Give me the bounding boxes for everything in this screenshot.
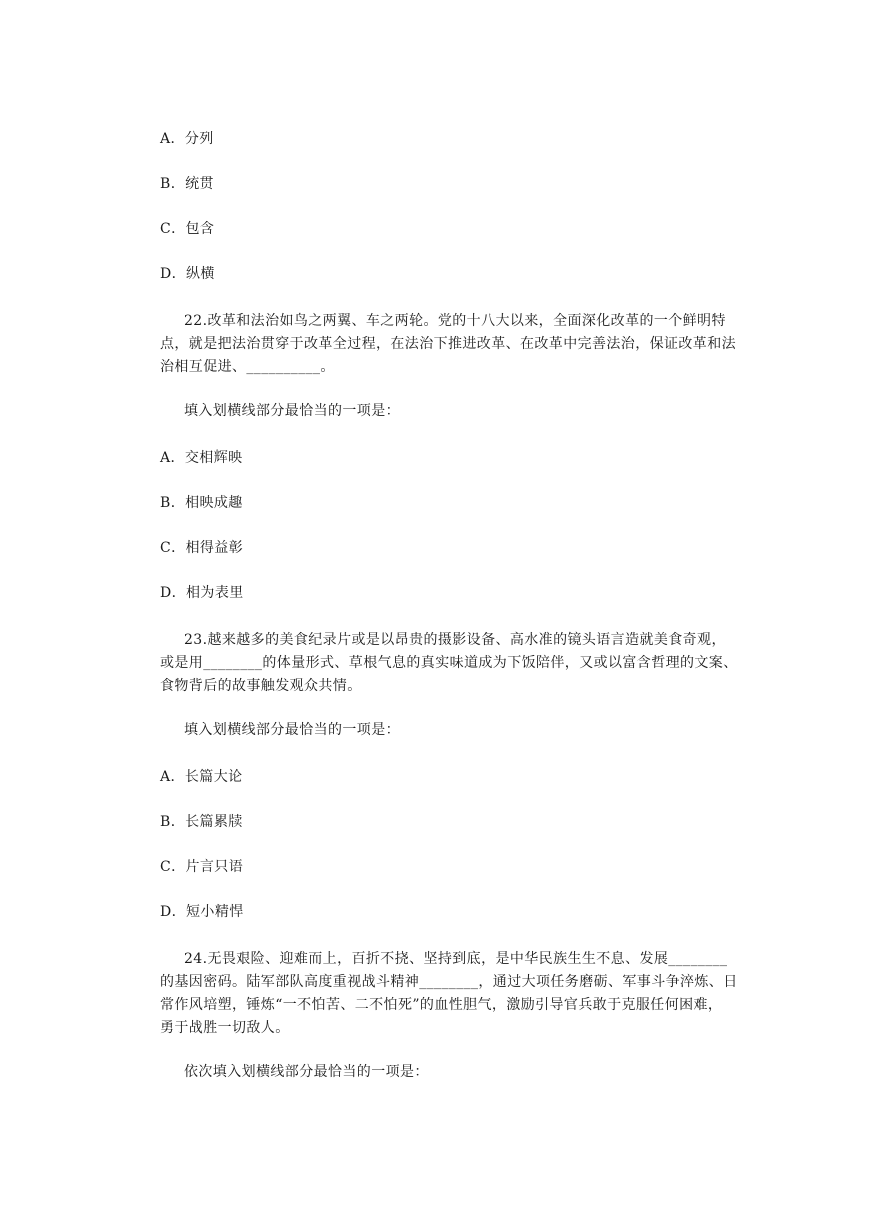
q24-text-line-3: 常作风培塑，锤炼“一不怕苦、二不怕死”的血性胆气，激励引导官兵敢于克服任何困难， bbox=[160, 997, 723, 1013]
q24-prompt: 依次填入划横线部分最恰当的一项是： bbox=[184, 1064, 429, 1080]
q23-text-line-2: 或是用________的体量形式、草根气息的真实味道成为下饭陪伴，又或以富含哲理的文案、 bbox=[160, 655, 738, 671]
q22-text-line-1: 22.改革和法治如鸟之两翼、车之两轮。党的十八大以来，全面深化改革的一个鲜明特 bbox=[184, 313, 726, 329]
q22-option-c: C．相得益彰 bbox=[160, 540, 244, 556]
q23-option-a: A．长篇大论 bbox=[160, 769, 243, 785]
q22-option-b: B．相映成趣 bbox=[160, 495, 243, 511]
q22-option-a: A．交相辉映 bbox=[160, 450, 243, 466]
q23-option-b: B．长篇累牍 bbox=[160, 814, 243, 830]
q24-text-line-1: 24.无畏艰险、迎难而上，百折不挠、坚持到底，是中华民族生生不息、发展________ bbox=[184, 951, 728, 967]
q23-option-c: C．片言只语 bbox=[160, 859, 244, 875]
q23-text-line-3: 食物背后的故事触发观众共情。 bbox=[160, 678, 362, 694]
q21-option-d: D．纵横 bbox=[160, 266, 215, 282]
q22-text-line-3: 治相互促进、__________。 bbox=[160, 359, 335, 375]
q24-text-line-2: 的基因密码。陆军部队高度重视战斗精神________，通过大项任务磨砺、军事斗争淬炼、日 bbox=[160, 974, 738, 990]
q24-text-line-4: 勇于战胜一切敌人。 bbox=[160, 1020, 290, 1036]
q21-option-b: B．统贯 bbox=[160, 176, 214, 192]
q22-option-d: D．相为表里 bbox=[160, 585, 244, 601]
q21-option-c: C．包含 bbox=[160, 221, 215, 237]
q22-prompt: 填入划横线部分最恰当的一项是： bbox=[184, 403, 400, 419]
q21-option-a: A．分列 bbox=[160, 131, 214, 147]
q23-prompt: 填入划横线部分最恰当的一项是： bbox=[184, 722, 400, 738]
q22-text-line-2: 点，就是把法治贯穿于改革全过程，在法治下推进改革、在改革中完善法治，保证改革和法 bbox=[160, 336, 736, 352]
q23-option-d: D．短小精悍 bbox=[160, 904, 244, 920]
q23-text-line-1: 23.越来越多的美食纪录片或是以昂贵的摄影设备、高水准的镜头语言造就美食奇观， bbox=[184, 632, 726, 648]
